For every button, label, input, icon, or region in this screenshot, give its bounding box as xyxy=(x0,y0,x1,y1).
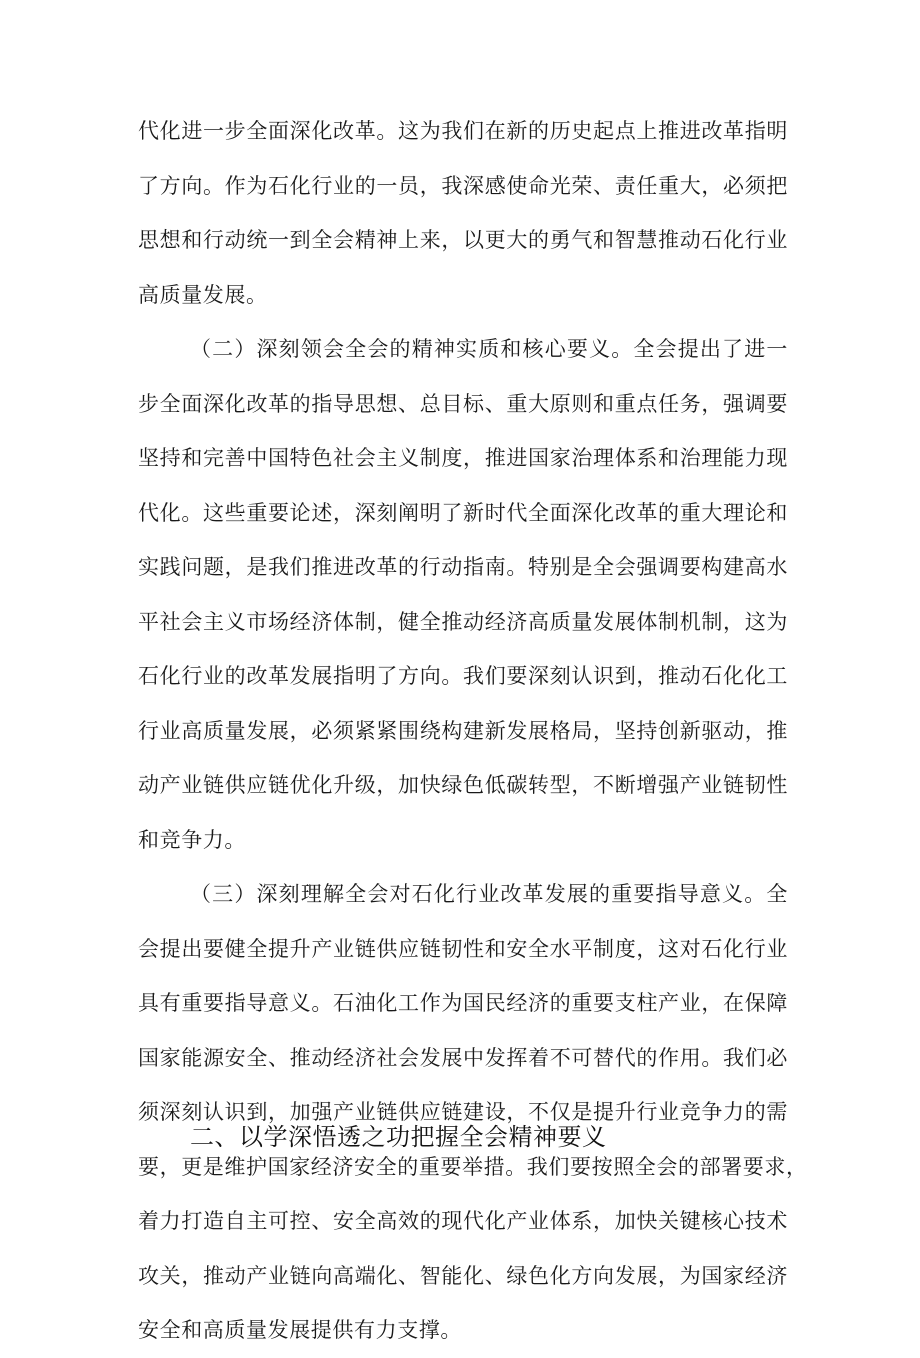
text-line: 坚持和完善中国特色社会主义制度，推进国家治理体系和治理能力现 xyxy=(138,446,788,470)
section-heading: 二、以学深悟透之功把握全会精神要义 xyxy=(190,1123,607,1151)
text-line: 行业高质量发展，必须紧紧围绕构建新发展格局，坚持创新驱动，推 xyxy=(138,718,788,743)
text-line: 实践问题，是我们推进改革的行动指南。特别是全会强调要构建高水 xyxy=(138,555,788,579)
body-text xyxy=(138,104,808,1358)
text-line: 平社会主义市场经济体制，健全推动经济高质量发展体制机制，这为 xyxy=(138,609,788,634)
text-line: 须深刻认识到，加强产业链供应链建设，不仅是提升行业竞争力的需 xyxy=(138,1100,788,1124)
text-line: 安全和高质量发展提供有力支撑。 xyxy=(138,1318,462,1342)
text-line: 着力打造自主可控、安全高效的现代化产业体系，加快关键核心技术 xyxy=(138,1209,788,1233)
text-line: 国家能源安全、推动经济社会发展中发挥着不可替代的作用。我们必 xyxy=(138,1045,788,1070)
paragraph-first-line: （三）深刻理解全会对石化行业改革发展的重要指导意义。全 xyxy=(190,882,788,906)
text-line: 了方向。作为石化行业的一员，我深感使命光荣、责任重大，必须把 xyxy=(138,173,788,198)
text-line: 会提出要健全提升产业链供应链韧性和安全水平制度，这对石化行业 xyxy=(138,936,788,961)
text-line: 要，更是维护国家经济安全的重要举措。我们要按照全会的部署要求， xyxy=(138,1154,808,1179)
text-line: 攻关，推动产业链向高端化、智能化、绿色化方向发展，为国家经济 xyxy=(138,1263,788,1288)
text-line: 高质量发展。 xyxy=(138,282,268,307)
text-line: 具有重要指导意义。石油化工作为国民经济的重要支柱产业，在保障 xyxy=(138,991,788,1015)
text-line: 代化。这些重要论述，深刻阐明了新时代全面深化改革的重大理论和 xyxy=(138,500,788,525)
text-line: 步全面深化改革的指导思想、总目标、重大原则和重点任务，强调要 xyxy=(138,391,788,416)
text-line: 石化行业的改革发展指明了方向。我们要深刻认识到，推动石化化工 xyxy=(138,664,788,688)
text-line: 动产业链供应链优化升级，加快绿色低碳转型，不断增强产业链韧性 xyxy=(138,773,788,797)
text-line: 代化进一步全面深化改革。这为我们在新的历史起点上推进改革指明 xyxy=(138,119,788,143)
paragraph-first-line: （二）深刻领会全会的精神实质和核心要义。全会提出了进一 xyxy=(190,337,788,361)
text-line: 和竞争力。 xyxy=(138,827,246,852)
text-line: 思想和行动统一到全会精神上来，以更大的勇气和智慧推动石化行业 xyxy=(138,228,788,252)
